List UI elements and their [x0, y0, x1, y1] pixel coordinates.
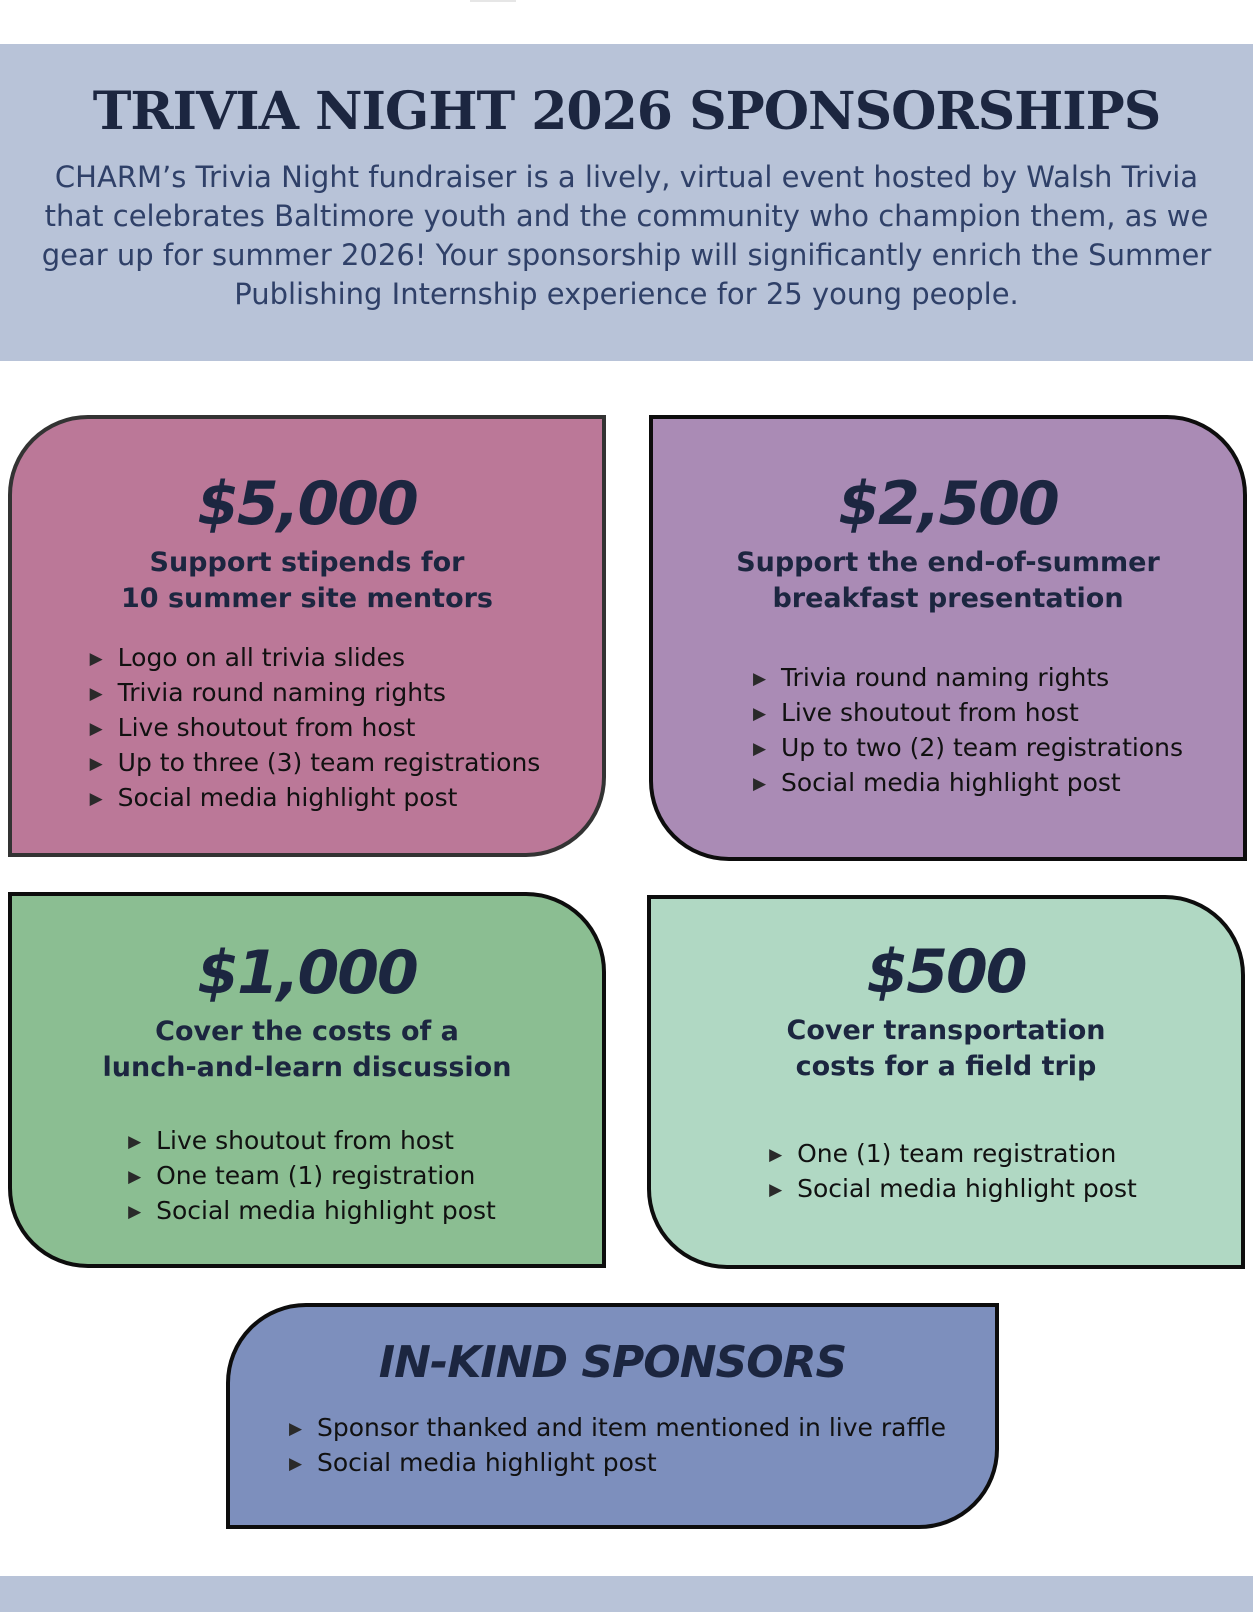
benefit-item	[289, 1446, 946, 1481]
benefit-item	[289, 1411, 946, 1446]
benefit-text: Social media highlight post	[317, 1448, 657, 1477]
benefit-item	[90, 746, 541, 781]
triangle-right-icon: ▶	[89, 719, 103, 739]
sponsorship-tier-5000	[8, 415, 606, 857]
tier-benefits-list	[128, 1124, 496, 1229]
triangle-right-icon: ▶	[89, 684, 103, 704]
triangle-right-icon: ▶	[89, 649, 103, 669]
tier-description	[12, 1014, 602, 1086]
benefit-item	[90, 781, 541, 816]
triangle-right-icon: ▶	[289, 1419, 303, 1439]
in-kind-title: IN-KIND SPONSORS	[378, 1337, 847, 1388]
sponsorship-tier-1000	[8, 892, 606, 1268]
benefit-text: Live shoutout from host	[156, 1126, 454, 1155]
tier-description	[12, 545, 602, 617]
tier-benefits-list	[753, 661, 1183, 801]
benefit-item	[753, 696, 1183, 731]
triangle-right-icon: ▶	[128, 1202, 142, 1222]
benefit-text: Sponsor thanked and item mentioned in live raffle	[317, 1413, 946, 1442]
tier-description	[651, 1013, 1241, 1085]
tier-benefits-list	[769, 1137, 1137, 1207]
benefit-text: Live shoutout from host	[780, 698, 1079, 727]
benefit-item	[753, 731, 1183, 766]
top-edge-mark	[470, 0, 516, 2]
sponsorship-tier-2500	[649, 415, 1247, 861]
triangle-right-icon: ▶	[752, 739, 767, 759]
benefit-item	[128, 1124, 496, 1159]
benefit-item	[128, 1194, 496, 1229]
benefit-item	[128, 1159, 496, 1194]
tier-description-line: Cover transportation	[786, 1015, 1106, 1046]
triangle-right-icon: ▶	[89, 789, 103, 809]
benefit-text: Live shoutout from host	[117, 713, 416, 742]
triangle-right-icon: ▶	[752, 669, 767, 689]
tier-description-line: breakfast presentation	[772, 583, 1124, 614]
in-kind-sponsors-card	[226, 1303, 999, 1529]
benefit-item	[769, 1172, 1137, 1207]
benefit-item	[769, 1137, 1137, 1172]
benefit-item	[753, 661, 1183, 696]
benefit-text: One team (1) registration	[156, 1161, 476, 1190]
tier-price: $5,000	[197, 469, 417, 539]
page-description: CHARM’s Trivia Night fundraiser is a lively, virtual event hosted by Walsh Trivia that celebrates Baltimore youth and the community who champion them, as we gear up for summer 2026! Your sponsorship will significantly enrich the Summer Publishing Internship experience for 25 young people.	[41, 160, 1212, 311]
tier-description	[653, 545, 1243, 617]
tier-price: $500	[866, 937, 1026, 1007]
tier-price: $2,500	[838, 469, 1058, 539]
benefit-item	[753, 766, 1183, 801]
tier-description-line: Support the end-of-summer	[736, 547, 1160, 578]
tier-benefits-list	[90, 641, 541, 816]
sponsorship-tier-500	[647, 895, 1245, 1269]
footer-band	[0, 1576, 1253, 1612]
tier-price: $1,000	[197, 938, 417, 1008]
benefit-item	[90, 711, 541, 746]
benefit-text: Social media highlight post	[797, 1174, 1137, 1203]
benefit-text: Social media highlight post	[780, 768, 1121, 797]
triangle-right-icon: ▶	[769, 1180, 783, 1200]
benefit-text: Up to three (3) team registrations	[117, 748, 541, 777]
benefit-text: Trivia round naming rights	[780, 663, 1110, 692]
triangle-right-icon: ▶	[769, 1145, 783, 1165]
triangle-right-icon: ▶	[89, 754, 103, 774]
tier-description-line: costs for a field trip	[795, 1051, 1097, 1082]
in-kind-benefits-list	[289, 1411, 946, 1481]
benefit-text: Up to two (2) team registrations	[780, 733, 1184, 762]
benefit-item	[90, 641, 541, 676]
benefit-text: Social media highlight post	[117, 783, 458, 812]
benefit-text: Social media highlight post	[156, 1196, 496, 1225]
triangle-right-icon: ▶	[128, 1167, 142, 1187]
header-banner	[0, 44, 1253, 361]
triangle-right-icon: ▶	[752, 704, 767, 724]
page-title: TRIVIA NIGHT 2026 SPONSORSHIPS	[92, 81, 1161, 142]
benefit-text: One (1) team registration	[797, 1139, 1117, 1168]
benefit-text: Trivia round naming rights	[117, 678, 446, 707]
benefit-item	[90, 676, 541, 711]
tier-description-line: lunch-and-learn discussion	[102, 1052, 512, 1083]
tier-description-line: 10 summer site mentors	[120, 583, 493, 614]
triangle-right-icon: ▶	[289, 1454, 303, 1474]
tier-description-line: Support stipends for	[149, 547, 465, 578]
triangle-right-icon: ▶	[752, 774, 767, 794]
triangle-right-icon: ▶	[128, 1132, 142, 1152]
tier-description-line: Cover the costs of a	[155, 1016, 459, 1047]
benefit-text: Logo on all trivia slides	[117, 643, 406, 672]
